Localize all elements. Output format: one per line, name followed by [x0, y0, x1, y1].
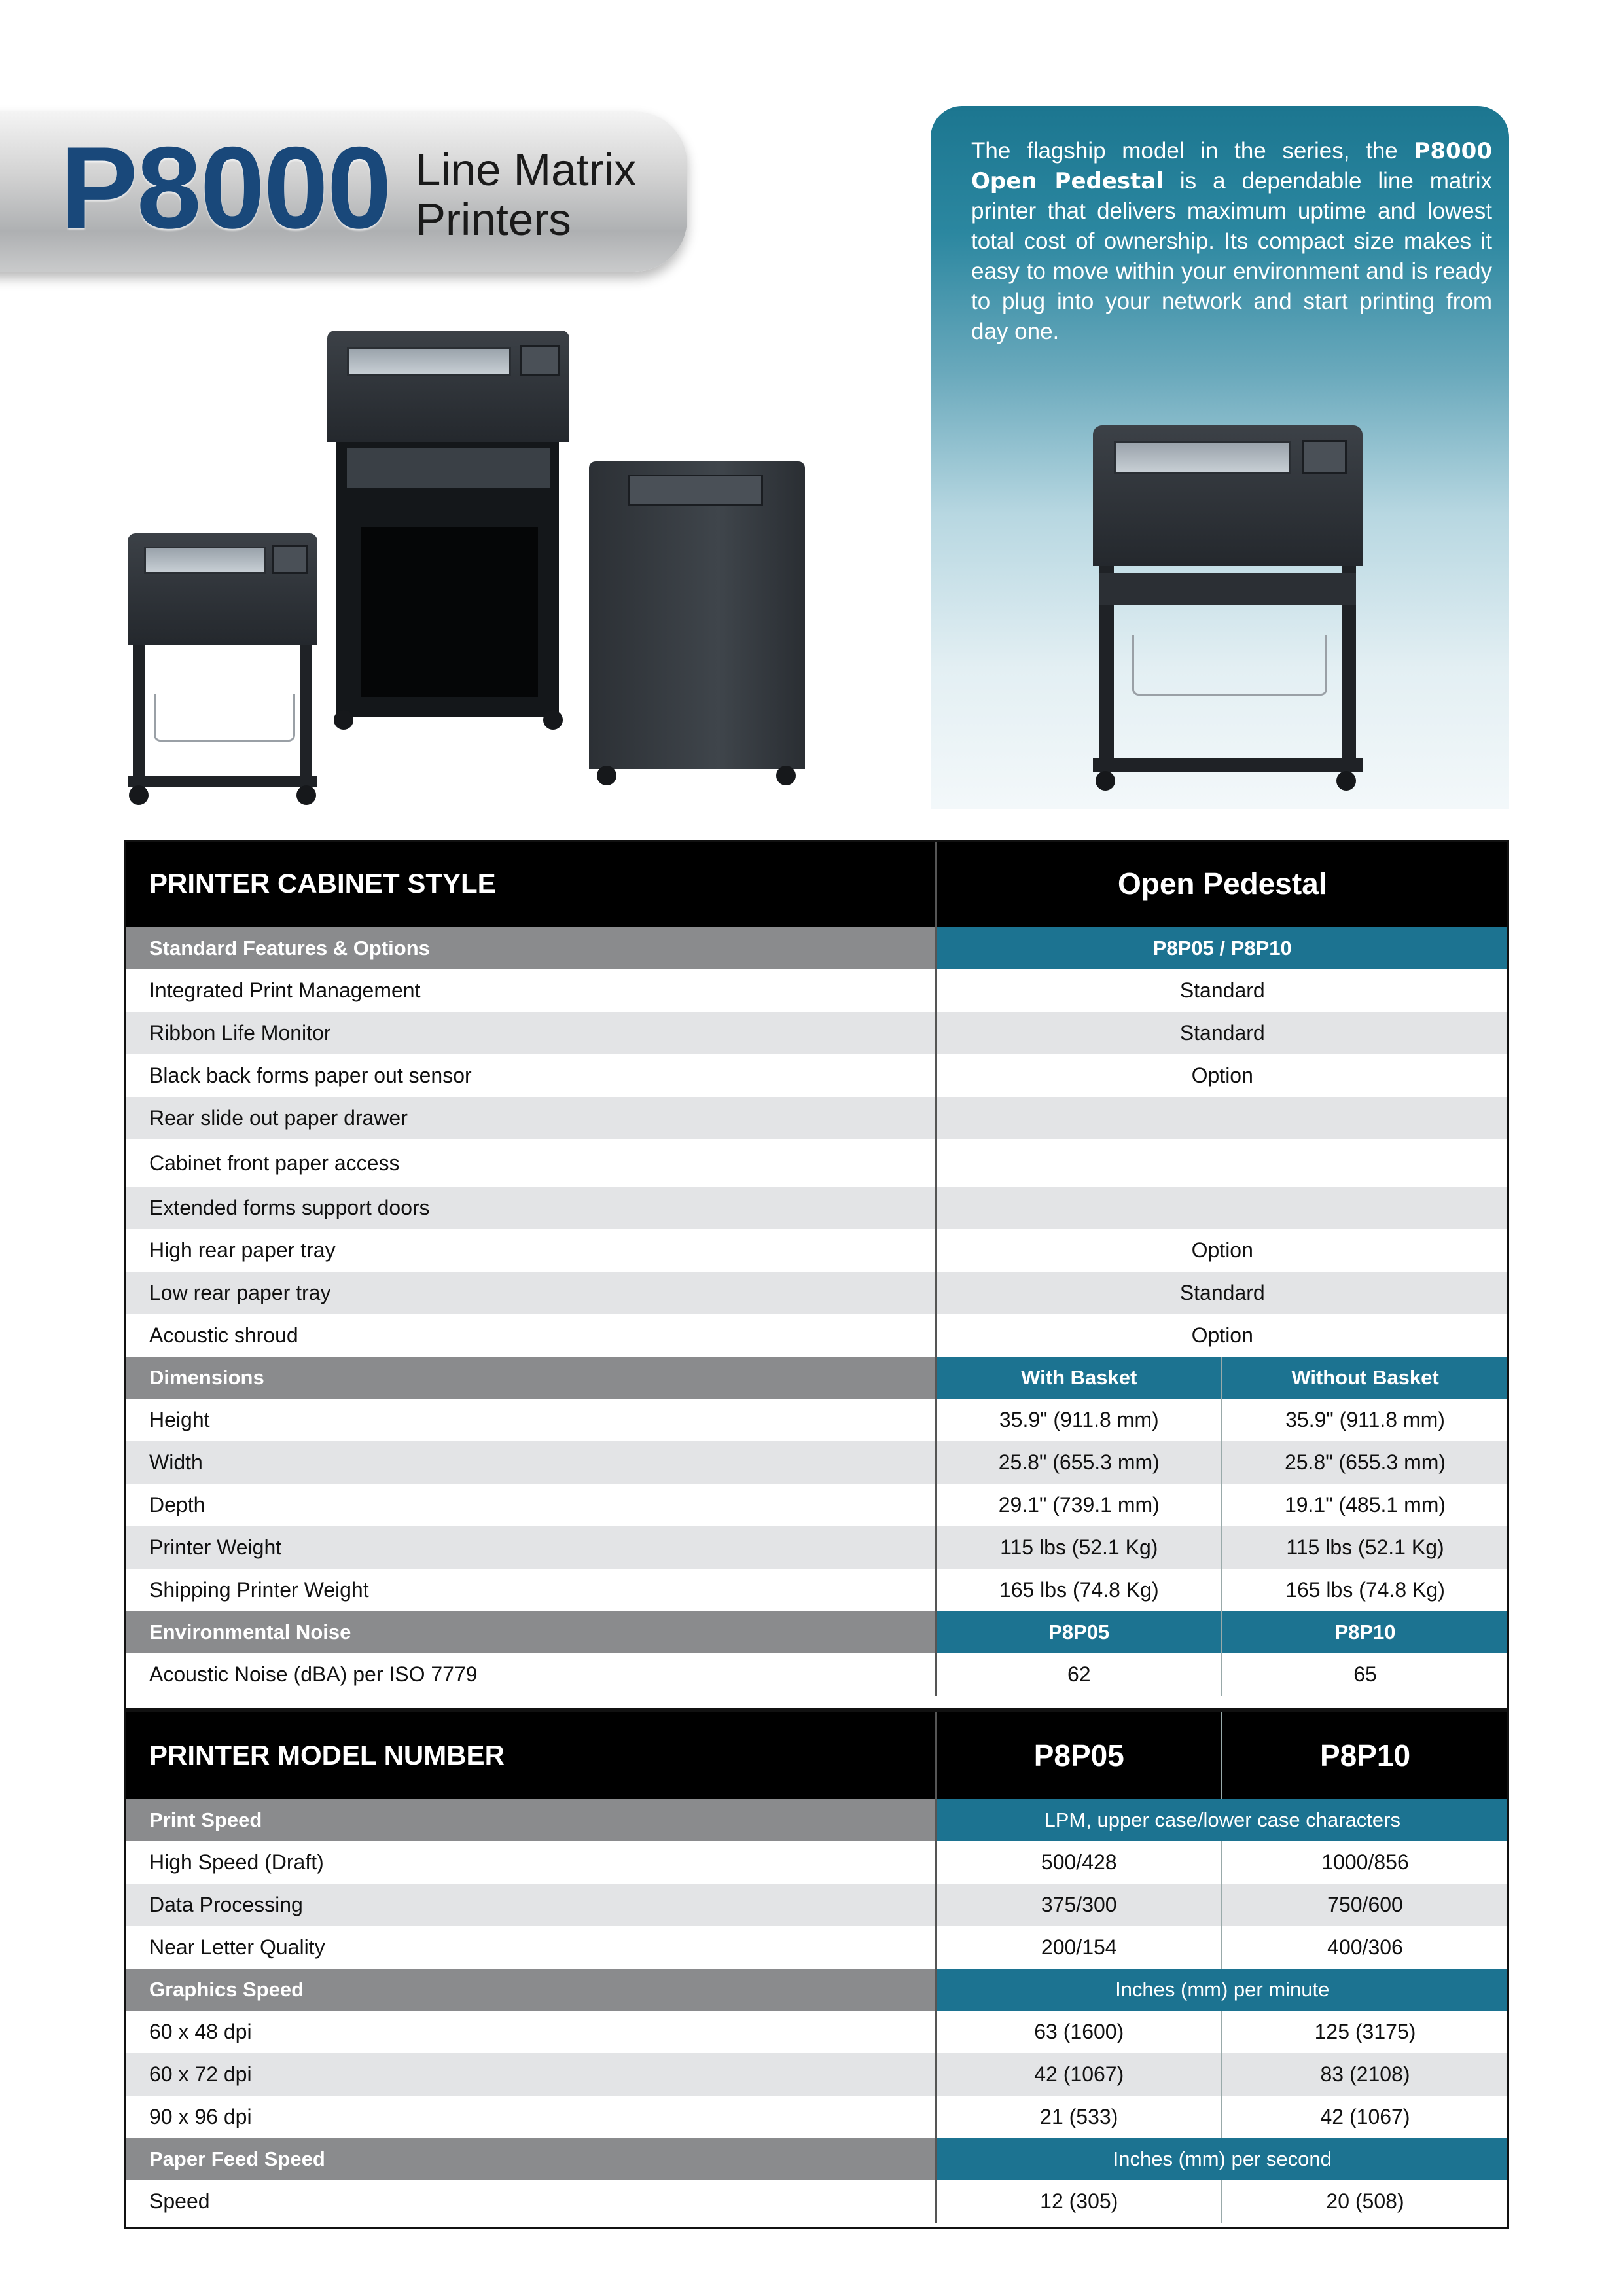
features-section-title: Standard Features & Options — [124, 927, 936, 969]
cabinet-style-table — [124, 840, 1508, 1696]
features-models: P8P05 / P8P10 — [936, 927, 1508, 969]
model-header-row — [124, 1712, 1508, 1799]
intro-product-name: P8000 Open Pedestal — [971, 138, 1492, 194]
table-row: Width 25.8" (655.3 mm) 25.8" (655.3 mm) — [124, 1441, 1508, 1484]
cabinet-style-title: PRINTER CABINET STYLE — [124, 840, 936, 927]
model-p8p05: P8P05 — [936, 1712, 1222, 1799]
table-row: Cabinet front paper access — [124, 1139, 1508, 1187]
table-row: Height 35.9" (911.8 mm) 35.9" (911.8 mm) — [124, 1399, 1508, 1441]
section-row — [124, 1357, 1508, 1399]
table-row: Acoustic shroud Option — [124, 1314, 1508, 1357]
table-row: Shipping Printer Weight 165 lbs (74.8 Kg) 165 lbs (74.8 Kg) — [124, 1569, 1508, 1611]
table-row: Integrated Print Management Standard — [124, 969, 1508, 1012]
table-row: Black back forms paper out sensor Option — [124, 1054, 1508, 1097]
model-title: P8000 — [60, 122, 391, 253]
noise-section-title: Environmental Noise — [124, 1611, 936, 1653]
dimensions-col-without-basket: Without Basket — [1222, 1357, 1508, 1399]
table-row: 60 x 48 dpi 63 (1600) 125 (3175) — [124, 2011, 1508, 2053]
section-row — [124, 1611, 1508, 1653]
title-banner — [0, 111, 687, 272]
table-row: Depth 29.1" (739.1 mm) 19.1" (485.1 mm) — [124, 1484, 1508, 1526]
graphics-unit: Inches (mm) per minute — [936, 1969, 1508, 2011]
table-row: Ribbon Life Monitor Standard — [124, 1012, 1508, 1054]
table-row: Near Letter Quality 200/154 400/306 — [124, 1926, 1508, 1969]
table-row: Extended forms support doors — [124, 1187, 1508, 1229]
printer-image-open-pedestal-small — [128, 533, 317, 805]
dimensions-section-title: Dimensions — [124, 1357, 936, 1399]
table-row: Printer Weight 115 lbs (52.1 Kg) 115 lbs (52.1 Kg) — [124, 1526, 1508, 1569]
cabinet-style-value: Open Pedestal — [936, 840, 1508, 927]
section-row — [124, 1969, 1508, 2011]
table-row: 60 x 72 dpi 42 (1067) 83 (2108) — [124, 2053, 1508, 2096]
table-row: Low rear paper tray Standard — [124, 1272, 1508, 1314]
table-row: Data Processing 375/300 750/600 — [124, 1884, 1508, 1926]
cabinet-header-row — [124, 840, 1508, 927]
section-row — [124, 2138, 1508, 2180]
print-speed-section-title: Print Speed — [124, 1799, 936, 1841]
table-row: Rear slide out paper drawer — [124, 1097, 1508, 1139]
paper-feed-section-title: Paper Feed Speed — [124, 2138, 936, 2180]
noise-col-p8p05: P8P05 — [936, 1611, 1222, 1653]
model-subtitle: Line Matrix Printers — [416, 145, 637, 245]
printer-image-enclosed-cabinet — [589, 461, 805, 785]
section-row — [124, 1799, 1508, 1841]
print-speed-unit: LPM, upper case/lower case characters — [936, 1799, 1508, 1841]
table-row: High Speed (Draft) 500/428 1000/856 — [124, 1841, 1508, 1884]
graphics-section-title: Graphics Speed — [124, 1969, 936, 2011]
noise-col-p8p10: P8P10 — [1222, 1611, 1508, 1653]
printer-image-open-cabinet — [327, 331, 569, 730]
model-p8p10: P8P10 — [1222, 1712, 1508, 1799]
table-row: 90 x 96 dpi 21 (533) 42 (1067) — [124, 2096, 1508, 2138]
table-row: Speed 12 (305) 20 (508) — [124, 2180, 1508, 2223]
model-number-table — [124, 1712, 1508, 2223]
model-number-title: PRINTER MODEL NUMBER — [124, 1712, 936, 1799]
dimensions-col-with-basket: With Basket — [936, 1357, 1222, 1399]
printer-image-open-pedestal-large — [1093, 425, 1363, 796]
table-row: High rear paper tray Option — [124, 1229, 1508, 1272]
intro-panel — [931, 106, 1509, 809]
paper-feed-unit: Inches (mm) per second — [936, 2138, 1508, 2180]
table-row: Acoustic Noise (dBA) per ISO 7779 62 65 — [124, 1653, 1508, 1696]
intro-text: The flagship model in the series, the P8000 Open Pedestal is a dependable line matrix printer that delivers maximum uptime and lowest total cost of ownership. Its compact size makes it easy to move within your environment and is ready to plug into your network and start printing from day one. — [971, 138, 1492, 344]
section-row — [124, 927, 1508, 969]
